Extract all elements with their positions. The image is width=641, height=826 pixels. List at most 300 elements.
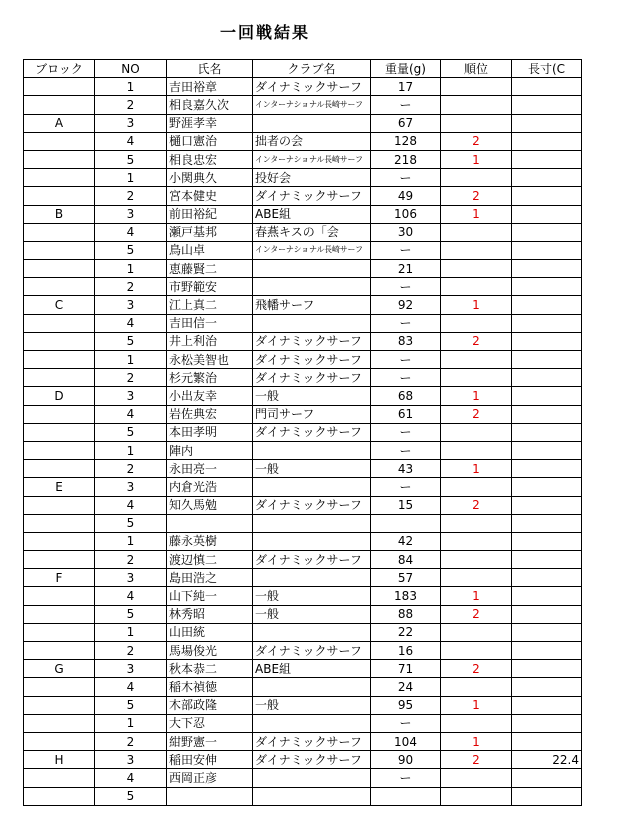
table-row (24, 587, 582, 605)
entry-club (253, 260, 371, 278)
entry-length (512, 332, 582, 350)
table-row (24, 514, 582, 532)
entry-club (253, 441, 371, 459)
entry-name: 木部政隆 (167, 696, 253, 714)
results-body (24, 78, 582, 806)
entry-weight: 92 (371, 296, 441, 314)
entry-weight: ー (371, 369, 441, 387)
entry-club: ダイナミックサーフ (253, 332, 371, 350)
entry-rank: 2 (441, 187, 512, 205)
block-label: H (24, 751, 95, 769)
table-row (24, 642, 582, 660)
entry-club: ダイナミックサーフ (253, 78, 371, 96)
entry-length (512, 732, 582, 750)
entry-rank (441, 623, 512, 641)
entry-weight: 95 (371, 696, 441, 714)
entry-name: 内倉光浩 (167, 478, 253, 496)
entry-length (512, 496, 582, 514)
entry-no: 4 (95, 405, 167, 423)
entry-weight: 30 (371, 223, 441, 241)
entry-weight: 17 (371, 78, 441, 96)
block-label (24, 678, 95, 696)
entry-length (512, 623, 582, 641)
entry-no: 1 (95, 532, 167, 550)
entry-no: 4 (95, 132, 167, 150)
entry-rank (441, 441, 512, 459)
entry-weight: 67 (371, 114, 441, 132)
block-label: B (24, 205, 95, 223)
entry-no: 2 (95, 460, 167, 478)
block-label (24, 787, 95, 805)
table-row (24, 660, 582, 678)
block-label (24, 314, 95, 332)
entry-length (512, 660, 582, 678)
entry-name: 市野範安 (167, 278, 253, 296)
entry-rank: 2 (441, 132, 512, 150)
block-label (24, 96, 95, 114)
entry-length: 22.4 (512, 751, 582, 769)
entry-rank: 2 (441, 660, 512, 678)
entry-rank (441, 787, 512, 805)
entry-name: 稲木禎徳 (167, 678, 253, 696)
entry-length (512, 478, 582, 496)
block-label (24, 732, 95, 750)
entry-no: 3 (95, 478, 167, 496)
entry-rank: 1 (441, 460, 512, 478)
entry-weight: 43 (371, 460, 441, 478)
entry-weight: ー (371, 96, 441, 114)
entry-name: 林秀昭 (167, 605, 253, 623)
entry-club: ダイナミックサーフ (253, 551, 371, 569)
entry-length (512, 460, 582, 478)
entry-name (167, 787, 253, 805)
entry-length (512, 587, 582, 605)
entry-club (253, 114, 371, 132)
table-row (24, 405, 582, 423)
table-row (24, 423, 582, 441)
entry-club (253, 769, 371, 787)
entry-name: 島田浩之 (167, 569, 253, 587)
entry-name: 秋本恭二 (167, 660, 253, 678)
page-title: 一回戦結果 (220, 23, 311, 42)
entry-weight: 88 (371, 605, 441, 623)
entry-no: 4 (95, 678, 167, 696)
entry-rank: 1 (441, 732, 512, 750)
entry-club (253, 787, 371, 805)
entry-club: 一般 (253, 696, 371, 714)
table-row (24, 78, 582, 96)
entry-length (512, 369, 582, 387)
block-label (24, 496, 95, 514)
entry-rank (441, 769, 512, 787)
entry-rank: 2 (441, 605, 512, 623)
entry-no: 4 (95, 496, 167, 514)
entry-length (512, 678, 582, 696)
entry-name: 野涯孝幸 (167, 114, 253, 132)
entry-length (512, 314, 582, 332)
block-label: E (24, 478, 95, 496)
entry-club (253, 532, 371, 550)
entry-name: 杉元繁治 (167, 369, 253, 387)
table-row (24, 278, 582, 296)
entry-length (512, 787, 582, 805)
block-label (24, 169, 95, 187)
entry-no: 1 (95, 714, 167, 732)
entry-no: 1 (95, 441, 167, 459)
table-row (24, 96, 582, 114)
entry-weight: 49 (371, 187, 441, 205)
table-row (24, 460, 582, 478)
block-label (24, 260, 95, 278)
entry-name: 吉田裕章 (167, 78, 253, 96)
entry-rank (441, 569, 512, 587)
entry-club: 一般 (253, 460, 371, 478)
entry-weight: 106 (371, 205, 441, 223)
entry-weight: 24 (371, 678, 441, 696)
table-row (24, 260, 582, 278)
entry-no: 5 (95, 514, 167, 532)
header-club: クラブ名 (253, 60, 371, 78)
entry-weight (371, 787, 441, 805)
entry-name: 渡辺慎二 (167, 551, 253, 569)
entry-no: 5 (95, 423, 167, 441)
block-label (24, 605, 95, 623)
entry-club: ダイナミックサーフ (253, 423, 371, 441)
block-label (24, 351, 95, 369)
block-label (24, 642, 95, 660)
entry-no: 4 (95, 587, 167, 605)
entry-rank (441, 714, 512, 732)
entry-weight: ー (371, 314, 441, 332)
entry-weight: 22 (371, 623, 441, 641)
entry-weight: 128 (371, 132, 441, 150)
entry-rank (441, 678, 512, 696)
entry-rank: 1 (441, 205, 512, 223)
entry-weight: 218 (371, 150, 441, 168)
entry-club: インターナショナル長崎サーフ (253, 241, 371, 259)
entry-rank (441, 423, 512, 441)
entry-no: 3 (95, 569, 167, 587)
entry-rank: 1 (441, 387, 512, 405)
entry-rank: 2 (441, 496, 512, 514)
entry-club: インターナショナル長崎サーフ (253, 150, 371, 168)
entry-weight: 61 (371, 405, 441, 423)
entry-length (512, 278, 582, 296)
entry-name: 本田孝明 (167, 423, 253, 441)
entry-length (512, 769, 582, 787)
entry-weight: 104 (371, 732, 441, 750)
entry-rank: 1 (441, 296, 512, 314)
entry-no: 5 (95, 150, 167, 168)
entry-no: 5 (95, 332, 167, 350)
entry-weight: 183 (371, 587, 441, 605)
entry-no: 2 (95, 96, 167, 114)
entry-club: ダイナミックサーフ (253, 496, 371, 514)
table-row (24, 314, 582, 332)
entry-name: 永松美智也 (167, 351, 253, 369)
block-label (24, 587, 95, 605)
entry-rank (441, 114, 512, 132)
entry-rank (441, 369, 512, 387)
entry-length (512, 114, 582, 132)
block-label: F (24, 569, 95, 587)
table-row (24, 696, 582, 714)
entry-name: 稲田安伸 (167, 751, 253, 769)
entry-rank (441, 169, 512, 187)
entry-no: 2 (95, 278, 167, 296)
entry-no: 2 (95, 369, 167, 387)
entry-length (512, 605, 582, 623)
entry-club (253, 714, 371, 732)
entry-name: 江上真二 (167, 296, 253, 314)
table-row (24, 150, 582, 168)
entry-rank (441, 78, 512, 96)
entry-name: 山下純一 (167, 587, 253, 605)
entry-length (512, 387, 582, 405)
entry-name: 恵藤賢二 (167, 260, 253, 278)
entry-length (512, 132, 582, 150)
entry-weight: 42 (371, 532, 441, 550)
entry-no: 5 (95, 241, 167, 259)
table-row (24, 678, 582, 696)
entry-rank (441, 478, 512, 496)
header-name: 氏名 (167, 60, 253, 78)
table-row (24, 787, 582, 805)
entry-length (512, 532, 582, 550)
entry-club: ダイナミックサーフ (253, 369, 371, 387)
entry-rank (441, 551, 512, 569)
entry-club (253, 478, 371, 496)
entry-no: 3 (95, 660, 167, 678)
entry-name (167, 514, 253, 532)
block-label (24, 223, 95, 241)
table-row (24, 223, 582, 241)
entry-name: 岩佐典宏 (167, 405, 253, 423)
entry-club: 投好会 (253, 169, 371, 187)
entry-name: 相良忠宏 (167, 150, 253, 168)
entry-rank: 2 (441, 332, 512, 350)
entry-club: インターナショナル長崎サーフ (253, 96, 371, 114)
entry-rank: 1 (441, 150, 512, 168)
table-row (24, 114, 582, 132)
entry-name: 知久馬勉 (167, 496, 253, 514)
entry-club (253, 569, 371, 587)
entry-name: 宮本健史 (167, 187, 253, 205)
table-row (24, 569, 582, 587)
entry-name: 樋口憲治 (167, 132, 253, 150)
entry-no: 4 (95, 769, 167, 787)
entry-name: 大下忍 (167, 714, 253, 732)
entry-name: 陣内 (167, 441, 253, 459)
entry-length (512, 150, 582, 168)
entry-weight: ー (371, 478, 441, 496)
table-row (24, 623, 582, 641)
entry-no: 1 (95, 351, 167, 369)
table-row (24, 605, 582, 623)
entry-no: 4 (95, 314, 167, 332)
entry-weight: 15 (371, 496, 441, 514)
table-row (24, 169, 582, 187)
entry-name: 西岡正彦 (167, 769, 253, 787)
table-row (24, 332, 582, 350)
entry-rank: 2 (441, 751, 512, 769)
entry-weight: ー (371, 769, 441, 787)
entry-name: 相良嘉久次 (167, 96, 253, 114)
entry-club: ダイナミックサーフ (253, 732, 371, 750)
entry-name: 永田亮一 (167, 460, 253, 478)
block-label: C (24, 296, 95, 314)
entry-length (512, 642, 582, 660)
entry-no: 5 (95, 696, 167, 714)
header-weight: 重量(g) (371, 60, 441, 78)
table-row (24, 296, 582, 314)
table-row (24, 369, 582, 387)
table-row (24, 532, 582, 550)
entry-length (512, 696, 582, 714)
entry-weight: ー (371, 441, 441, 459)
entry-length (512, 205, 582, 223)
entry-rank (441, 278, 512, 296)
entry-club: ダイナミックサーフ (253, 642, 371, 660)
block-label (24, 278, 95, 296)
entry-no: 3 (95, 114, 167, 132)
entry-rank: 1 (441, 587, 512, 605)
entry-no: 3 (95, 387, 167, 405)
block-label (24, 241, 95, 259)
entry-club: ダイナミックサーフ (253, 187, 371, 205)
entry-length (512, 351, 582, 369)
entry-length (512, 169, 582, 187)
table-row (24, 132, 582, 150)
entry-no: 3 (95, 751, 167, 769)
entry-name: 藤永英樹 (167, 532, 253, 550)
entry-weight: 90 (371, 751, 441, 769)
entry-club: 一般 (253, 387, 371, 405)
entry-club: ABE組 (253, 205, 371, 223)
block-label (24, 332, 95, 350)
block-label (24, 150, 95, 168)
entry-weight: 83 (371, 332, 441, 350)
entry-club (253, 623, 371, 641)
block-label (24, 405, 95, 423)
entry-rank (441, 532, 512, 550)
entry-weight: 21 (371, 260, 441, 278)
table-row (24, 205, 582, 223)
entry-rank (441, 642, 512, 660)
entry-no: 5 (95, 787, 167, 805)
entry-weight: 84 (371, 551, 441, 569)
entry-weight: 71 (371, 660, 441, 678)
entry-no: 4 (95, 223, 167, 241)
entry-rank (441, 96, 512, 114)
entry-no: 5 (95, 605, 167, 623)
entry-no: 2 (95, 642, 167, 660)
block-label (24, 769, 95, 787)
block-label (24, 514, 95, 532)
entry-club (253, 278, 371, 296)
entry-length (512, 405, 582, 423)
entry-name: 小関典久 (167, 169, 253, 187)
entry-no: 1 (95, 78, 167, 96)
entry-name: 吉田信一 (167, 314, 253, 332)
block-label (24, 460, 95, 478)
entry-club: ダイナミックサーフ (253, 751, 371, 769)
header-no: NO (95, 60, 167, 78)
table-row (24, 351, 582, 369)
block-label (24, 423, 95, 441)
entry-length (512, 223, 582, 241)
entry-no: 1 (95, 260, 167, 278)
entry-club (253, 678, 371, 696)
entry-length (512, 241, 582, 259)
block-label (24, 78, 95, 96)
entry-weight: ー (371, 351, 441, 369)
block-label (24, 551, 95, 569)
entry-weight: ー (371, 169, 441, 187)
block-label: D (24, 387, 95, 405)
table-row (24, 496, 582, 514)
entry-club: ABE組 (253, 660, 371, 678)
table-row (24, 714, 582, 732)
entry-weight: 68 (371, 387, 441, 405)
entry-name: 瀬戸基邦 (167, 223, 253, 241)
table-row (24, 478, 582, 496)
entry-no: 2 (95, 732, 167, 750)
entry-length (512, 260, 582, 278)
table-row (24, 441, 582, 459)
header-block: ブロック (24, 60, 95, 78)
header-rank: 順位 (441, 60, 512, 78)
entry-name: 紺野憲一 (167, 732, 253, 750)
entry-club: 一般 (253, 605, 371, 623)
table-row (24, 751, 582, 769)
entry-length (512, 423, 582, 441)
entry-rank (441, 260, 512, 278)
entry-rank (441, 514, 512, 532)
entry-rank (441, 351, 512, 369)
block-label (24, 441, 95, 459)
entry-length (512, 96, 582, 114)
entry-no: 2 (95, 187, 167, 205)
entry-no: 1 (95, 623, 167, 641)
entry-club: ダイナミックサーフ (253, 351, 371, 369)
block-label (24, 714, 95, 732)
table-row (24, 241, 582, 259)
entry-club: 拙者の会 (253, 132, 371, 150)
block-label (24, 132, 95, 150)
block-label (24, 532, 95, 550)
table-row (24, 769, 582, 787)
entry-length (512, 441, 582, 459)
entry-name: 馬場俊光 (167, 642, 253, 660)
entry-weight: 57 (371, 569, 441, 587)
entry-no: 3 (95, 296, 167, 314)
entry-length (512, 514, 582, 532)
entry-length (512, 551, 582, 569)
entry-rank: 1 (441, 696, 512, 714)
table-row (24, 551, 582, 569)
entry-club: 春燕キスの「会 (253, 223, 371, 241)
block-label (24, 369, 95, 387)
entry-name: 鳥山卓 (167, 241, 253, 259)
entry-rank (441, 241, 512, 259)
entry-rank: 2 (441, 405, 512, 423)
entry-length (512, 714, 582, 732)
entry-name: 前田裕紀 (167, 205, 253, 223)
entry-weight (371, 514, 441, 532)
entry-weight: ー (371, 714, 441, 732)
entry-club (253, 514, 371, 532)
